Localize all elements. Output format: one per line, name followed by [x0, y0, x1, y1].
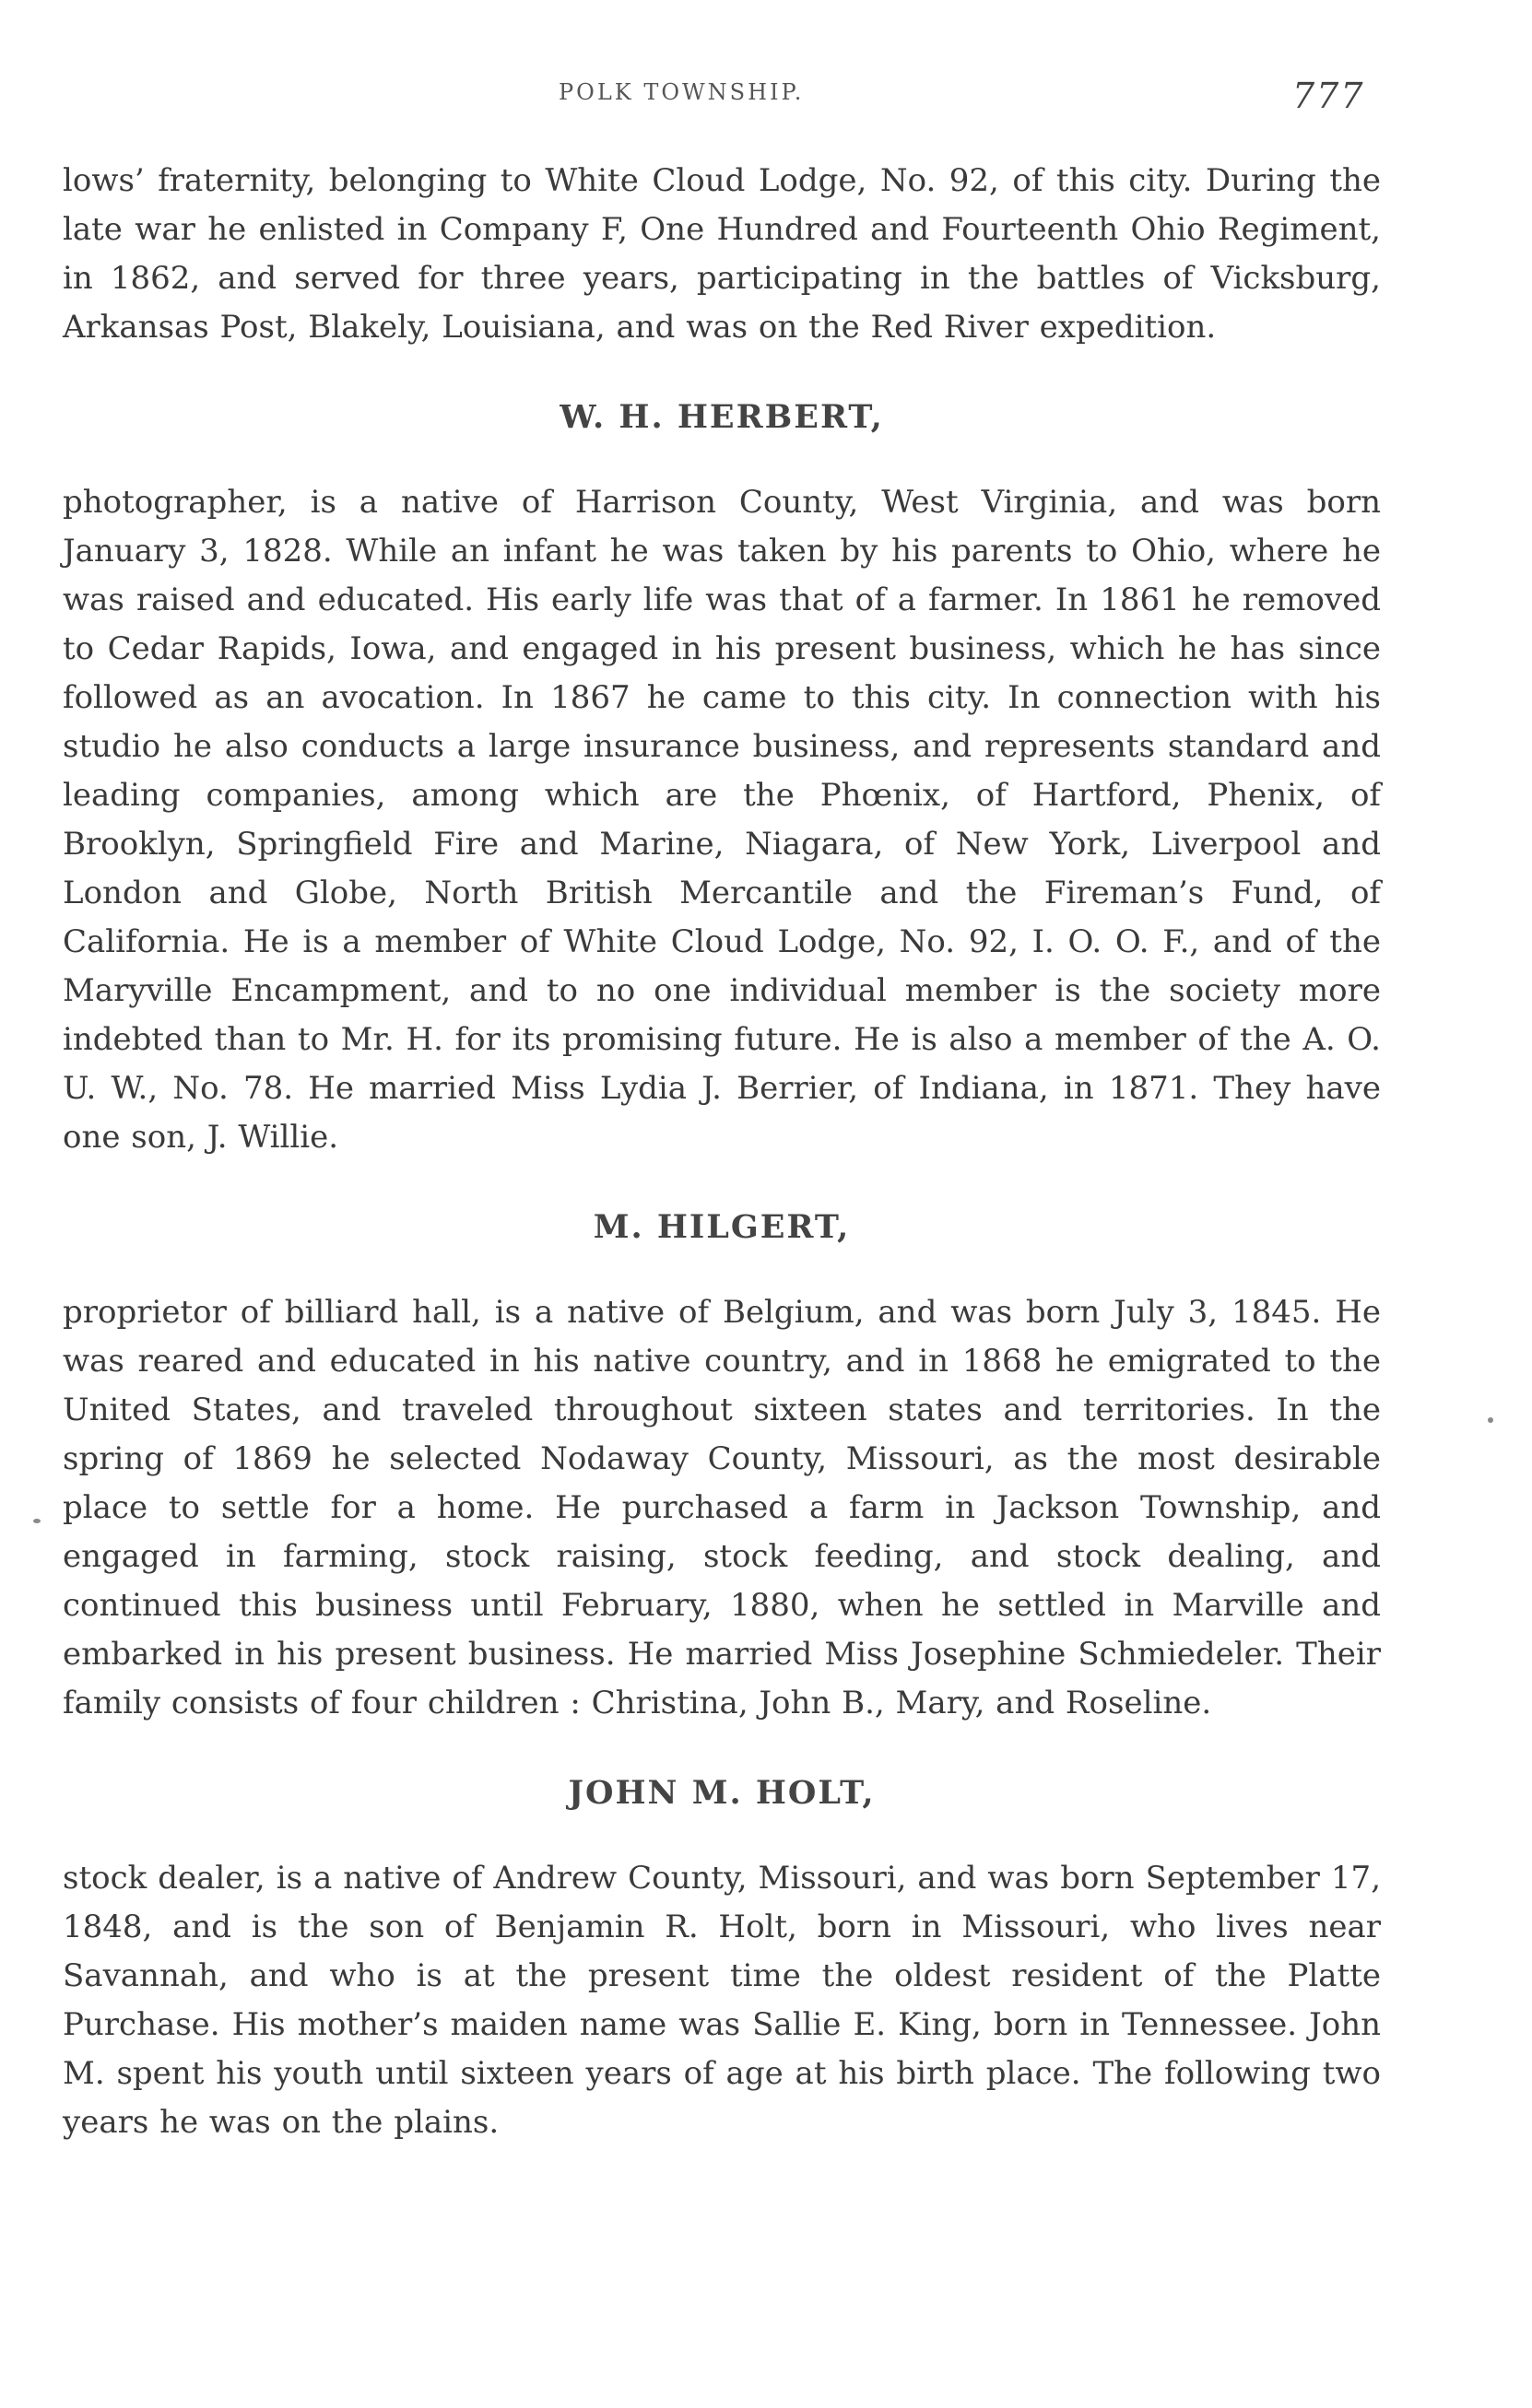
entry-heading-holt: JOHN M. HOLT,: [568, 1774, 876, 1812]
margin-speck: [33, 1519, 41, 1523]
running-head: [0, 76, 1532, 131]
entry-text-herbert: photographer, is a native of Harrison County, West Virginia, and was born January 3, 1828. While an infant he was taken by his parents to Ohio, where he was raised and educated. His early life was that of a farmer. In 1861 he removed to Cedar Rapids, Iowa, and engaged in his present business, which he has since followed as an avocation. In 1867 he came to this city. In connection with his studio he also conducts a large insurance business, and represents standard and leading companies, among which are the Phœnix, of Hartford, Phenix, of Brooklyn, Springfield Fire and Marine, Niagara, of New York, Liverpool and London and Globe, North British Mercantile and the Fireman’s Fund, of California. He is a member of White Cloud Lodge, No. 92, I. O. O. F., and of the Maryville Encampment, and to no one individual member is the society more indebted than to Mr. H. for its promising future. He is also a member of the A. O. U. W., No. 78. He married Miss Lydia J. Berrier, of Indiana, in 1871. They have one son, J. Willie.: [63, 484, 1381, 1156]
entry-text-hilgert: proprietor of billiard hall, is a native of Belgium, and was born July 3, 1845. He was reared and educated in his native country, and in 1868 he emigrated to the United States, and traveled throughout sixteen states and territories. In the spring of 1869 he selected Nodaway County, Missouri, as the most desirable place to settle for a home. He purchased a farm in Jackson Township, and engaged in farming, stock raising, stock feeding, and stock dealing, and continued this business until February, 1880, when he settled in Marville and embarked in his present business. He married Miss Josephine Schmiedeler. Their family consists of four children : Christina, John B., Mary, and Roseline.: [63, 1294, 1381, 1721]
margin-speck: [1488, 1417, 1493, 1423]
body-text: [63, 157, 1381, 2147]
running-title: POLK TOWNSHIP.: [559, 79, 805, 105]
entry-heading-hilgert: M. HILGERT,: [593, 1208, 851, 1246]
continuation-paragraph: lows’ fraternity, belonging to White Cloud Lodge, No. 92, of this city. During the late war he enlisted in Company F, One Hundred and Fourteenth Ohio Regiment, in 1862, and served for three years, participating in the battles of Vicksburg, Arkansas Post, Blakely, Louisiana, and was on the Red River expedition.: [63, 162, 1381, 346]
page-number: 777: [1292, 76, 1365, 116]
entry-heading-herbert: W. H. HERBERT,: [560, 398, 884, 436]
entry-text-holt: stock dealer, is a native of Andrew County, Missouri, and was born September 17, 1848, and is the son of Benjamin R. Holt, born in Missouri, who lives near Savannah, and who is at the present time the oldest resident of the Platte Purchase. His mother’s maiden name was Sallie E. King, born in Tennessee. John M. spent his youth until sixteen years of age at his birth place. The following two years he was on the plains.: [63, 1860, 1381, 2141]
